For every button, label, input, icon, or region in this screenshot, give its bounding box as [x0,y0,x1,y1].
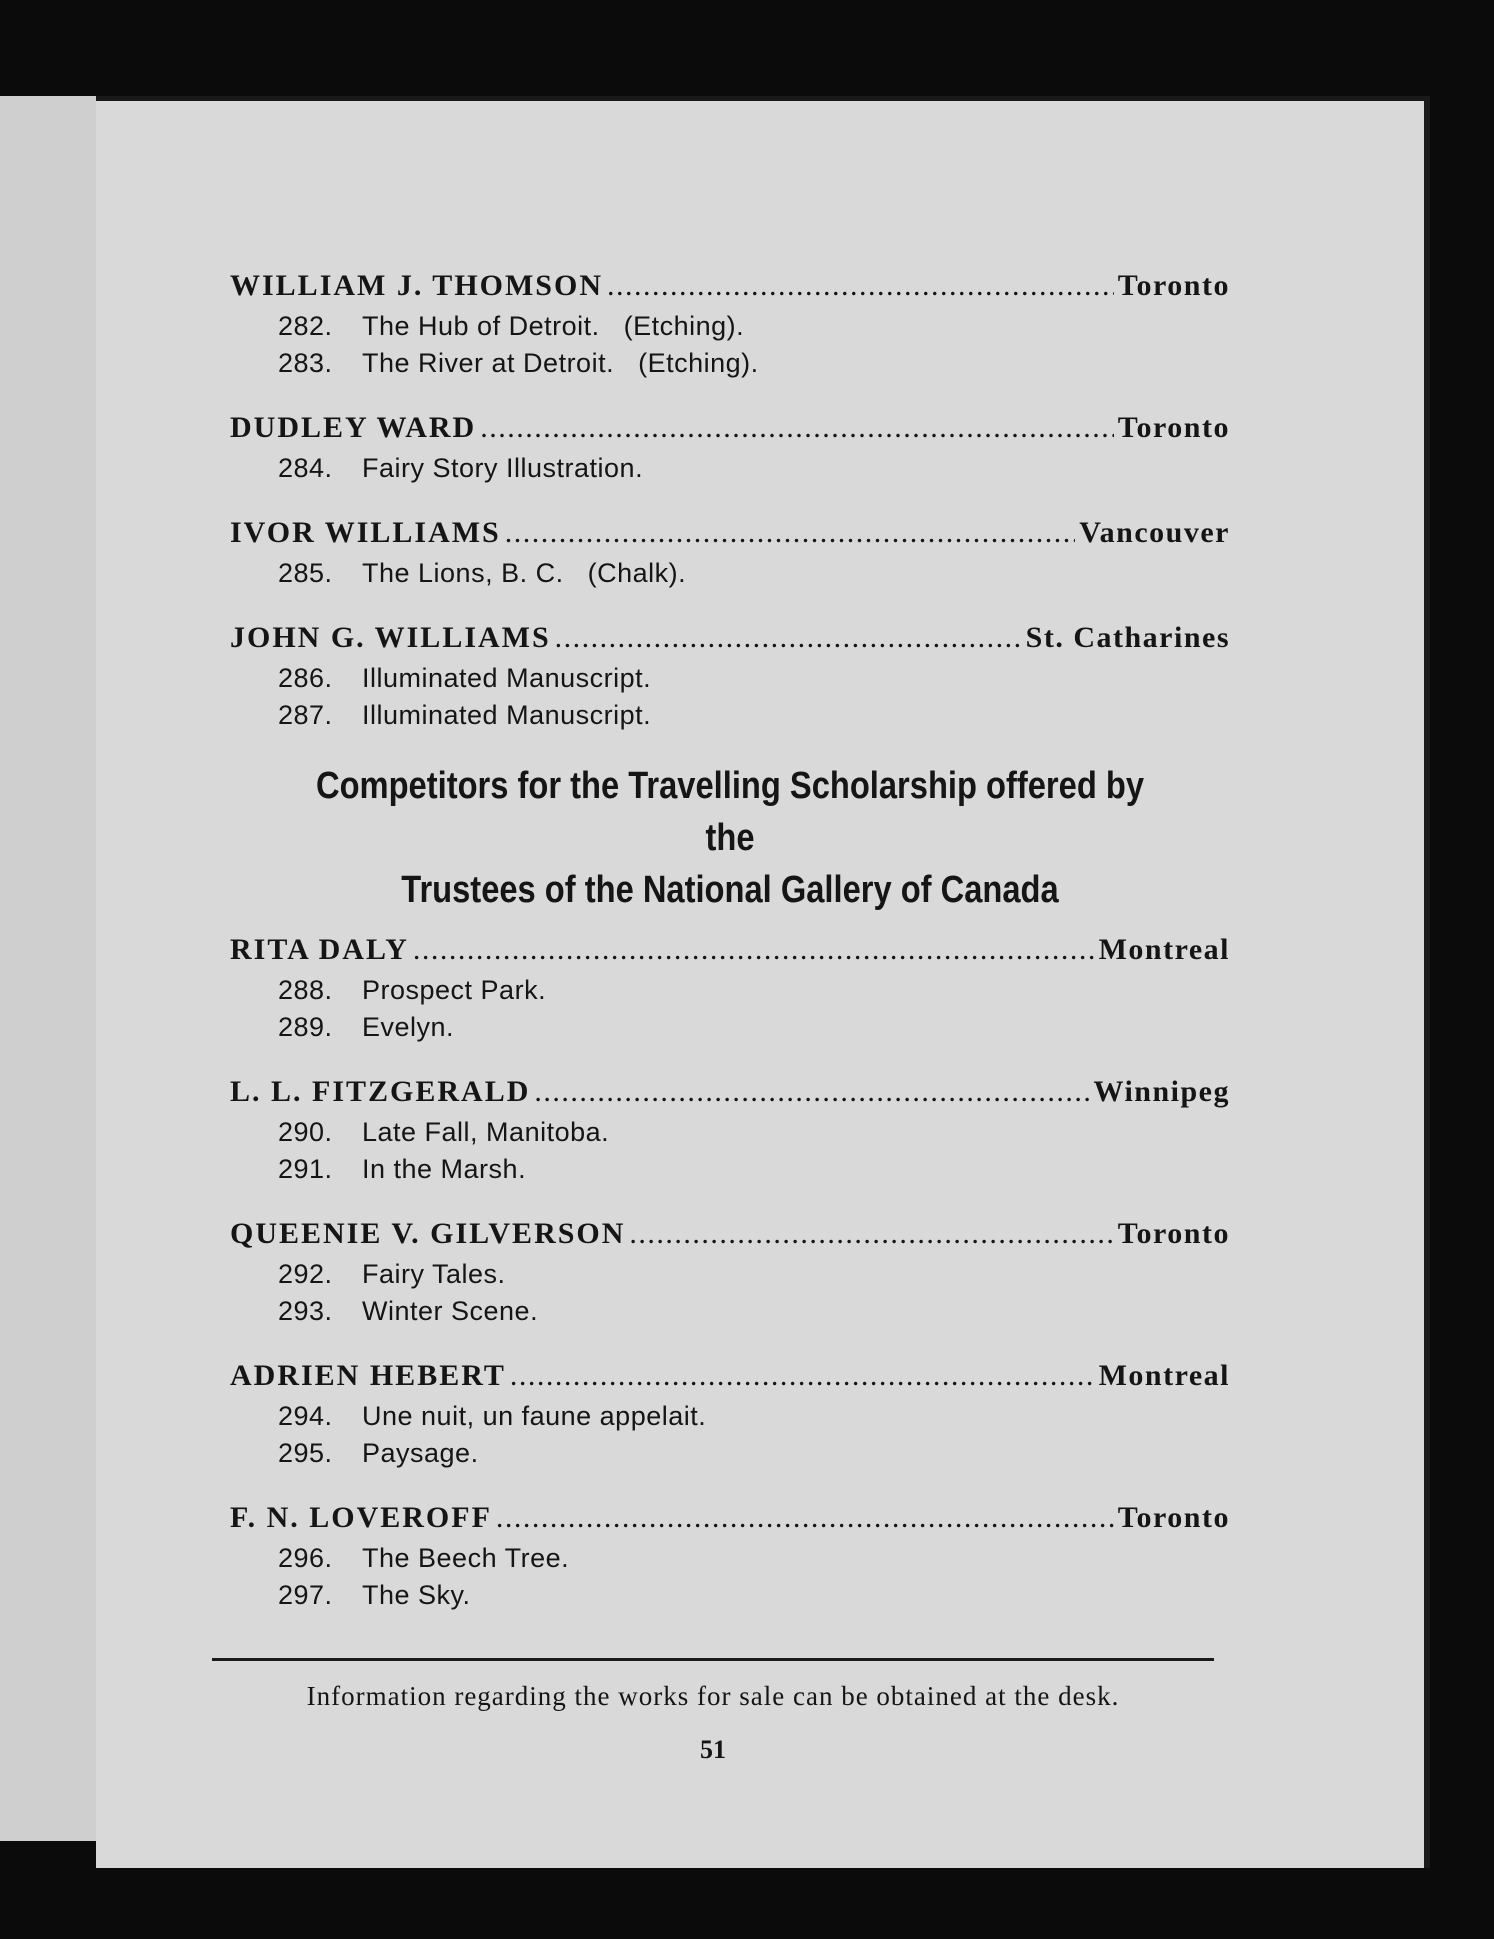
artist-line [230,930,1230,970]
dot-leader [607,266,1114,306]
work-title: The River at Detroit. (Etching). [362,348,759,378]
artist-city: Toronto [1117,1217,1230,1250]
artist-name: DUDLEY WARD [230,411,477,444]
works-list [278,1256,1230,1330]
work-title: Late Fall, Manitoba. [362,1117,610,1147]
artist-city: Toronto [1117,411,1230,444]
artist-line [230,618,1230,658]
dot-leader [496,1498,1114,1538]
footer-rule [212,1658,1214,1661]
artist-city: Toronto [1117,269,1230,302]
dot-leader [534,1072,1089,1112]
artist-entry [230,513,1230,592]
dot-leader [480,408,1114,448]
works-list [278,308,1230,382]
artist-entry [230,1498,1230,1614]
artist-entry [230,1214,1230,1330]
works-list [278,660,1230,734]
artist-name: RITA DALY [230,933,409,966]
work-item [278,1540,1230,1577]
work-item [278,308,1230,345]
work-number: 286. [278,663,333,693]
work-number: 295. [278,1438,333,1468]
works-list [278,972,1230,1046]
page-number: 51 [700,1735,726,1764]
artist-line [230,513,1230,553]
works-list [278,1398,1230,1472]
works-list [278,1114,1230,1188]
work-item [278,1151,1230,1188]
section-heading-line-2: Trustees of the National Gallery of Canada [401,869,1059,911]
work-number: 292. [278,1259,333,1289]
work-title: Winter Scene. [362,1296,539,1326]
work-title: Illuminated Manuscript. [362,663,652,693]
work-title: The Beech Tree. [362,1543,570,1573]
artist-entry [230,408,1230,487]
artist-entry [230,930,1230,1046]
work-title: The Sky. [362,1580,471,1610]
artist-name: L. L. FITZGERALD [230,1075,531,1108]
work-title: The Hub of Detroit. (Etching). [362,311,745,341]
artist-entry [230,1356,1230,1472]
artist-city: Vancouver [1079,516,1230,549]
catalogue-page [96,96,1430,1868]
work-number: 289. [278,1012,333,1042]
work-item [278,697,1230,734]
artist-entry [230,618,1230,734]
artist-city: St. Catharines [1025,621,1230,654]
dot-leader [413,930,1095,970]
artist-entry [230,1072,1230,1188]
work-number: 287. [278,700,333,730]
works-list [278,555,1230,592]
work-title: Fairy Story Illustration. [362,453,644,483]
work-title: Prospect Park. [362,975,547,1005]
work-number: 297. [278,1580,333,1610]
work-title: Evelyn. [362,1012,455,1042]
work-title: Fairy Tales. [362,1259,506,1289]
artist-entry [230,266,1230,382]
work-item [278,345,1230,382]
artist-line [230,408,1230,448]
works-list [278,1540,1230,1614]
work-item [278,1577,1230,1614]
artist-name: F. N. LOVEROFF [230,1501,492,1534]
dot-leader [505,513,1076,553]
work-title: Une nuit, un faune appelait. [362,1401,707,1431]
work-item [278,660,1230,697]
work-item [278,1435,1230,1472]
dot-leader [510,1356,1095,1396]
work-title: In the Marsh. [362,1154,527,1184]
page-content [230,266,1230,1640]
work-item [278,555,1230,592]
dot-leader [629,1214,1113,1254]
work-number: 293. [278,1296,333,1326]
work-number: 288. [278,975,333,1005]
artist-line [230,1072,1230,1112]
artist-name: ADRIEN HEBERT [230,1359,506,1392]
work-item [278,972,1230,1009]
dot-leader [555,618,1022,658]
artist-name: QUEENIE V. GILVERSON [230,1217,626,1250]
works-list [278,450,1230,487]
artist-list-scholarship [230,930,1230,1614]
artist-line [230,1498,1230,1538]
work-title: Paysage. [362,1438,479,1468]
work-item [278,1293,1230,1330]
section-heading-line-1: Competitors for the Travelling Scholarship offered by the [315,765,1145,859]
work-number: 285. [278,558,333,588]
work-number: 290. [278,1117,333,1147]
artist-city: Montreal [1098,1359,1230,1392]
work-number: 291. [278,1154,333,1184]
artist-city: Montreal [1098,933,1230,966]
artist-line [230,1356,1230,1396]
artist-line [230,1214,1230,1254]
work-item [278,1114,1230,1151]
work-item [278,1009,1230,1046]
work-item [278,450,1230,487]
artist-list-top [230,266,1230,734]
section-heading [300,760,1160,916]
work-title: Illuminated Manuscript. [362,700,652,730]
facing-page-edge [0,96,105,1841]
artist-name: WILLIAM J. THOMSON [230,269,603,302]
work-title: The Lions, B. C. (Chalk). [362,558,687,588]
artist-city: Toronto [1117,1501,1230,1534]
work-number: 282. [278,311,333,341]
artist-city: Winnipeg [1093,1075,1230,1108]
work-number: 283. [278,348,333,378]
work-item [278,1256,1230,1293]
work-number: 296. [278,1543,333,1573]
artist-line [230,266,1230,306]
work-number: 294. [278,1401,333,1431]
artist-name: IVOR WILLIAMS [230,516,501,549]
artist-name: JOHN G. WILLIAMS [230,621,551,654]
work-number: 284. [278,453,333,483]
footer-note: Information regarding the works for sale can be obtained at the desk. [306,1681,1120,1711]
work-item [278,1398,1230,1435]
